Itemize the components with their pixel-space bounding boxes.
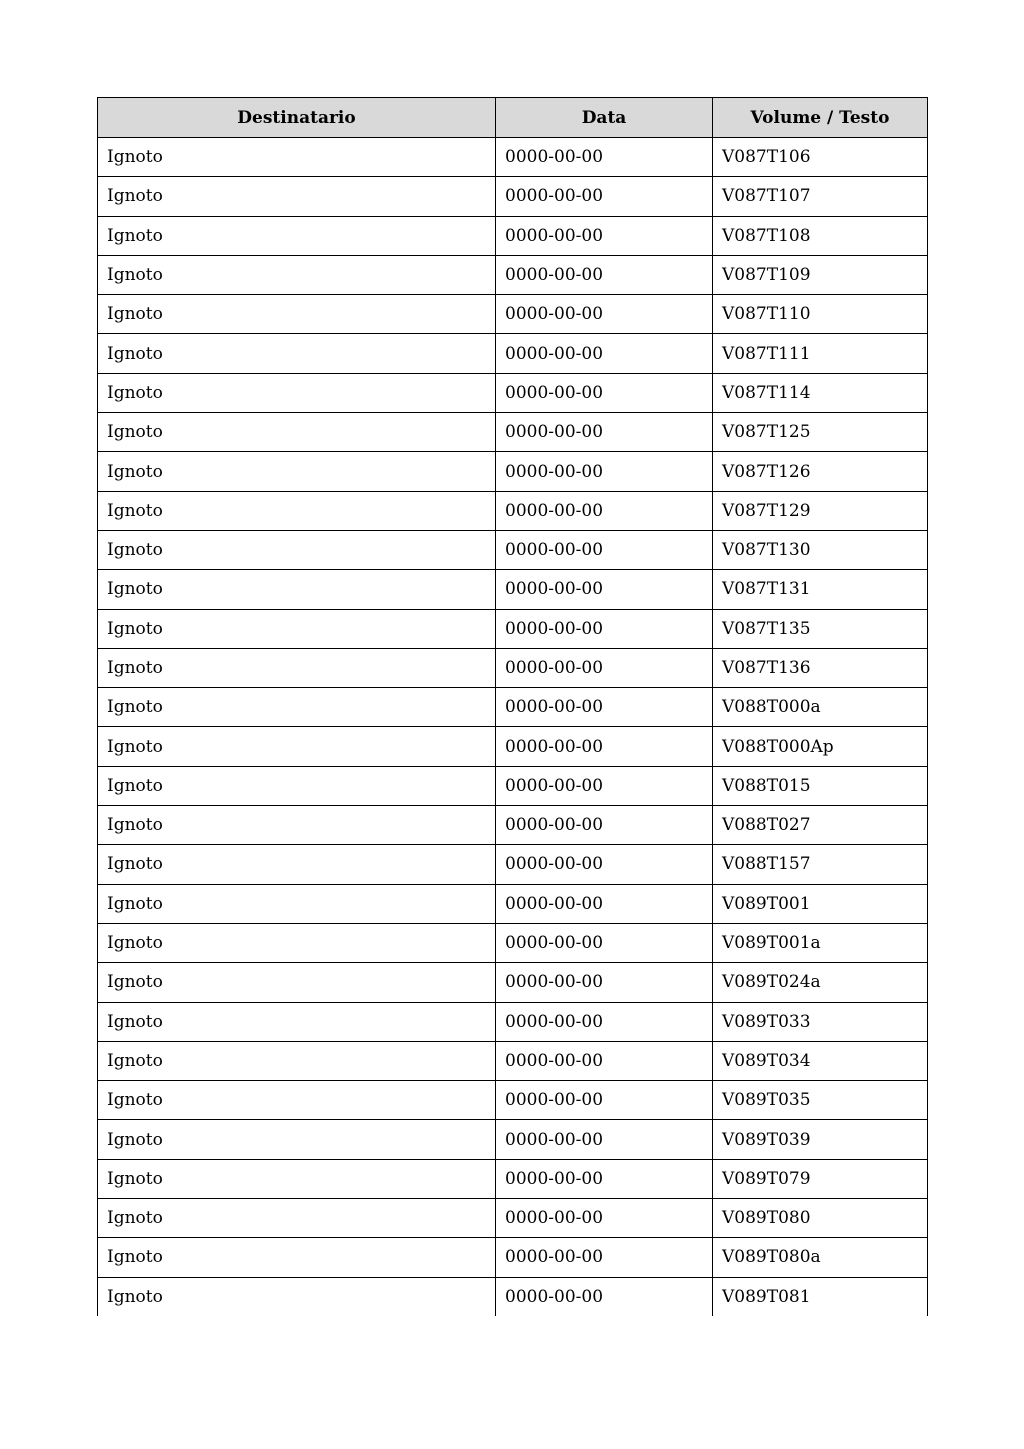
cell-data: 0000-00-00 — [496, 963, 713, 1002]
cell-volume-testo: V089T039 — [713, 1120, 928, 1159]
table-row — [98, 295, 928, 334]
table-row — [98, 963, 928, 1002]
cell-data: 0000-00-00 — [496, 688, 713, 727]
table-row — [98, 413, 928, 452]
cell-data: 0000-00-00 — [496, 884, 713, 923]
table-row — [98, 570, 928, 609]
cell-destinatario: Ignoto — [98, 648, 496, 687]
cell-data: 0000-00-00 — [496, 1199, 713, 1238]
cell-volume-testo: V087T106 — [713, 138, 928, 177]
cell-data: 0000-00-00 — [496, 491, 713, 530]
table-row — [98, 1238, 928, 1277]
cell-destinatario: Ignoto — [98, 688, 496, 727]
cell-data: 0000-00-00 — [496, 806, 713, 845]
table-row — [98, 452, 928, 491]
cell-data: 0000-00-00 — [496, 1238, 713, 1277]
cell-volume-testo: V089T080a — [713, 1238, 928, 1277]
table-row — [98, 806, 928, 845]
cell-data: 0000-00-00 — [496, 530, 713, 569]
table-row — [98, 609, 928, 648]
table-row — [98, 1120, 928, 1159]
table-row — [98, 334, 928, 373]
cell-volume-testo: V088T157 — [713, 845, 928, 884]
cell-data: 0000-00-00 — [496, 295, 713, 334]
cell-destinatario: Ignoto — [98, 1199, 496, 1238]
table-row — [98, 688, 928, 727]
cell-data: 0000-00-00 — [496, 452, 713, 491]
cell-volume-testo: V087T108 — [713, 216, 928, 255]
cell-data: 0000-00-00 — [496, 1120, 713, 1159]
table-row — [98, 530, 928, 569]
cell-data: 0000-00-00 — [496, 138, 713, 177]
table-row — [98, 1199, 928, 1238]
table-row — [98, 491, 928, 530]
header-row — [98, 98, 928, 138]
cell-destinatario: Ignoto — [98, 570, 496, 609]
cell-destinatario: Ignoto — [98, 963, 496, 1002]
cell-volume-testo: V089T035 — [713, 1081, 928, 1120]
cell-data: 0000-00-00 — [496, 1081, 713, 1120]
header-volume-testo: Volume / Testo — [713, 98, 928, 138]
cell-destinatario: Ignoto — [98, 1002, 496, 1041]
cell-volume-testo: V088T000Ap — [713, 727, 928, 766]
cell-data: 0000-00-00 — [496, 216, 713, 255]
cell-volume-testo: V087T111 — [713, 334, 928, 373]
cell-destinatario: Ignoto — [98, 727, 496, 766]
cell-volume-testo: V087T131 — [713, 570, 928, 609]
cell-volume-testo: V087T135 — [713, 609, 928, 648]
letters-table — [97, 97, 928, 1316]
cell-volume-testo: V087T109 — [713, 255, 928, 294]
cell-destinatario: Ignoto — [98, 334, 496, 373]
cell-destinatario: Ignoto — [98, 255, 496, 294]
cell-destinatario: Ignoto — [98, 177, 496, 216]
table-row — [98, 1002, 928, 1041]
cell-data: 0000-00-00 — [496, 1159, 713, 1198]
table-row — [98, 648, 928, 687]
cell-volume-testo: V089T080 — [713, 1199, 928, 1238]
table-row — [98, 373, 928, 412]
cell-destinatario: Ignoto — [98, 766, 496, 805]
cell-volume-testo: V087T107 — [713, 177, 928, 216]
cell-volume-testo: V087T130 — [713, 530, 928, 569]
cell-volume-testo: V087T125 — [713, 413, 928, 452]
cell-destinatario: Ignoto — [98, 373, 496, 412]
cell-destinatario: Ignoto — [98, 923, 496, 962]
cell-destinatario: Ignoto — [98, 1277, 496, 1316]
cell-data: 0000-00-00 — [496, 255, 713, 294]
cell-destinatario: Ignoto — [98, 884, 496, 923]
cell-data: 0000-00-00 — [496, 648, 713, 687]
header-destinatario: Destinatario — [98, 98, 496, 138]
document-page — [97, 97, 927, 1316]
cell-volume-testo: V089T079 — [713, 1159, 928, 1198]
cell-volume-testo: V088T000a — [713, 688, 928, 727]
cell-volume-testo: V089T034 — [713, 1041, 928, 1080]
cell-volume-testo: V087T110 — [713, 295, 928, 334]
cell-destinatario: Ignoto — [98, 216, 496, 255]
cell-volume-testo: V089T033 — [713, 1002, 928, 1041]
cell-data: 0000-00-00 — [496, 727, 713, 766]
cell-destinatario: Ignoto — [98, 491, 496, 530]
cell-volume-testo: V089T001 — [713, 884, 928, 923]
table-row — [98, 255, 928, 294]
cell-volume-testo: V089T024a — [713, 963, 928, 1002]
table-row — [98, 884, 928, 923]
cell-destinatario: Ignoto — [98, 138, 496, 177]
cell-data: 0000-00-00 — [496, 1041, 713, 1080]
table-row — [98, 1041, 928, 1080]
cell-destinatario: Ignoto — [98, 609, 496, 648]
cell-data: 0000-00-00 — [496, 177, 713, 216]
cell-volume-testo: V087T126 — [713, 452, 928, 491]
cell-destinatario: Ignoto — [98, 806, 496, 845]
table-body — [98, 138, 928, 1316]
cell-destinatario: Ignoto — [98, 452, 496, 491]
cell-data: 0000-00-00 — [496, 373, 713, 412]
cell-destinatario: Ignoto — [98, 845, 496, 884]
table-row — [98, 1159, 928, 1198]
cell-data: 0000-00-00 — [496, 1002, 713, 1041]
cell-destinatario: Ignoto — [98, 1238, 496, 1277]
cell-volume-testo: V087T129 — [713, 491, 928, 530]
table-row — [98, 845, 928, 884]
cell-destinatario: Ignoto — [98, 1081, 496, 1120]
table-row — [98, 216, 928, 255]
table-row — [98, 766, 928, 805]
cell-volume-testo: V087T136 — [713, 648, 928, 687]
cell-destinatario: Ignoto — [98, 413, 496, 452]
table-row — [98, 923, 928, 962]
cell-destinatario: Ignoto — [98, 1041, 496, 1080]
cell-volume-testo: V088T027 — [713, 806, 928, 845]
cell-volume-testo: V089T081 — [722, 1286, 811, 1307]
cell-data: 0000-00-00 — [496, 923, 713, 962]
cell-data: 0000-00-00 — [496, 609, 713, 648]
cell-data: 0000-00-00 — [496, 766, 713, 805]
cell-data: 0000-00-00 — [496, 334, 713, 373]
cell-data: 0000-00-00 — [496, 570, 713, 609]
table-row — [98, 177, 928, 216]
cell-volume-testo: V087T114 — [713, 373, 928, 412]
table-row — [98, 727, 928, 766]
table-row — [98, 1081, 928, 1120]
cell-volume-testo: V088T015 — [713, 766, 928, 805]
table-row — [98, 138, 928, 177]
cell-data: 0000-00-00 — [496, 413, 713, 452]
cell-destinatario: Ignoto — [98, 1120, 496, 1159]
table-header — [98, 98, 928, 138]
cell-data: 0000-00-00 — [496, 1277, 713, 1316]
header-data: Data — [496, 98, 713, 138]
table-row — [98, 1277, 928, 1316]
cell-destinatario: Ignoto — [98, 1159, 496, 1198]
cell-volume-testo: V089T001a — [713, 923, 928, 962]
cell-destinatario: Ignoto — [98, 295, 496, 334]
cell-destinatario: Ignoto — [98, 530, 496, 569]
cell-data: 0000-00-00 — [496, 845, 713, 884]
